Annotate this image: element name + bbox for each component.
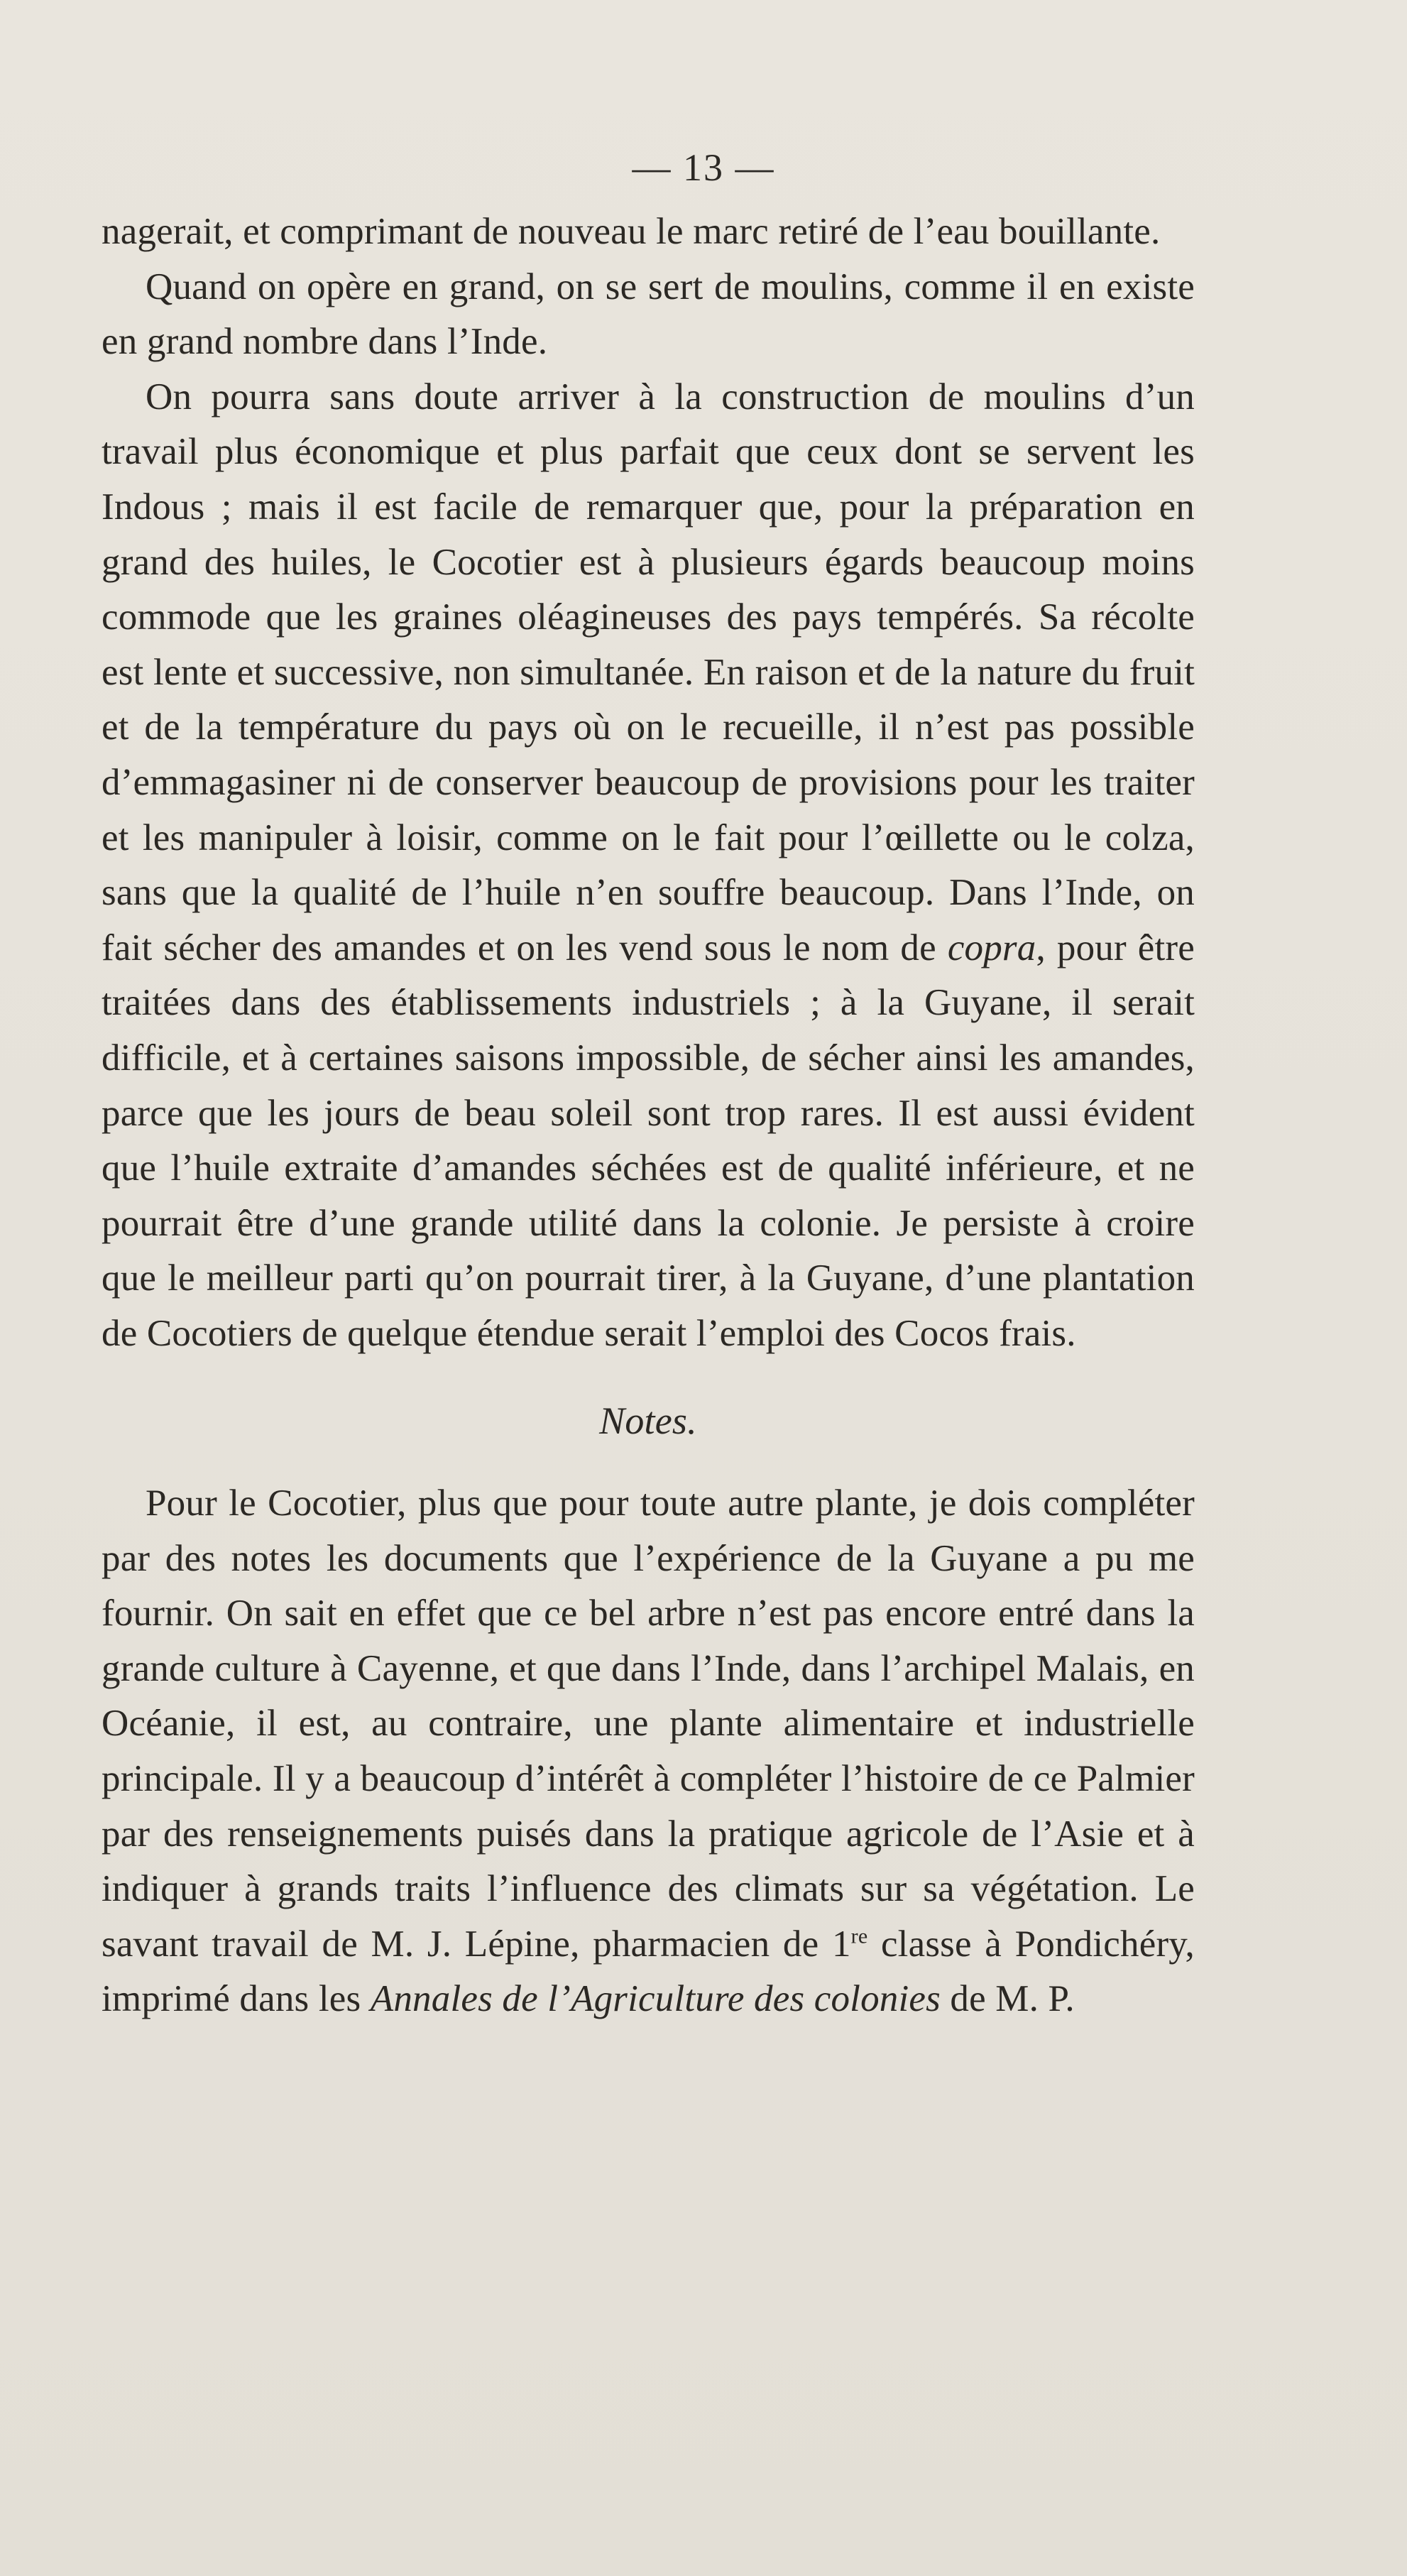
notes-heading: Notes. [599,1399,697,1443]
paragraph-1: nagerait, et comprimant de nouveau le marc retiré de l’eau bouillante. [102,211,1161,252]
paragraph-3-part-a: On pourra sans doute arriver à la construction de moulins d’un travail plus économique et plus parfait que ceux dont se servent les Indous ; mais il est facile de remarquer que, pour la préparation en grand des huiles, le Cocotier est à plusieurs égards beaucoup moins commode que les graines oléagineuses des pays tempérés. Sa récolte est lente et successive, non simultanée. En raison et de la nature du fruit et de la température du pays où on le recueille, il n’est pas possible d’emmagasiner ni de conserver beaucoup de provisions pour les traiter et les manipuler à loisir, comme on le fait pour l’œillette ou le colza, sans que la qualité de l’huile n’en souffre beaucoup. Dans l’Inde, on fait sécher des amandes et on les vend sous le nom de [102,376,1195,968]
ordinal-superscript: re [850,1924,868,1948]
body-text [102,204,1195,2027]
page-number: — 13 — [632,146,775,189]
journal-title: Annales de l’Agriculture des colonies [370,1978,941,2020]
paragraph-2: Quand on opère en grand, on se sert de moulins, comme il en existe en grand nombre dans l’Inde. [102,266,1195,363]
copra-term: copra [947,927,1036,968]
paragraph-4 [102,1476,1195,2027]
paragraph-3 [102,370,1195,1362]
paragraph-3-part-b: , pour être traitées dans des établissements industriels ; à la Guyane, il serait difficile, et à certaines saisons impossible, de sécher ainsi les amandes, parce que les jours de beau soleil sont trop rares. Il est aussi évident que l’huile extraite d’amandes séchées est de qualité inférieure, et ne pourrait être d’une grande utilité dans la colonie. Je persiste à croire que le meilleur parti qu’on pourrait tirer, à la Guyane, d’une plantation de Cocotiers de quelque étendue serait l’emploi des Cocos frais. [102,927,1195,1354]
paragraph-4-part-b: classe à Pondichéry, imprimé dans les [102,1923,1195,2020]
paragraph-4-part-a: Pour le Cocotier, plus que pour toute autre plante, je dois compléter par des notes les documents que l’expérience de la Guyane a pu me fournir. On sait en effet que ce bel arbre n’est pas encore entré dans la grande culture à Cayenne, et que dans l’Inde, dans l’archipel Malais, en Océanie, il est, au contraire, une plante alimentaire et industrielle principale. Il y a beaucoup d’intérêt à compléter l’histoire de ce Palmier par des renseignements puisés dans la pratique agricole de l’Asie et à indiquer à grands traits l’influence des climats sur sa végétation. Le savant travail de M. J. Lépine, pharmacien de 1 [102,1483,1195,1965]
paragraph-4-part-c: de M. P. [950,1978,1075,2020]
